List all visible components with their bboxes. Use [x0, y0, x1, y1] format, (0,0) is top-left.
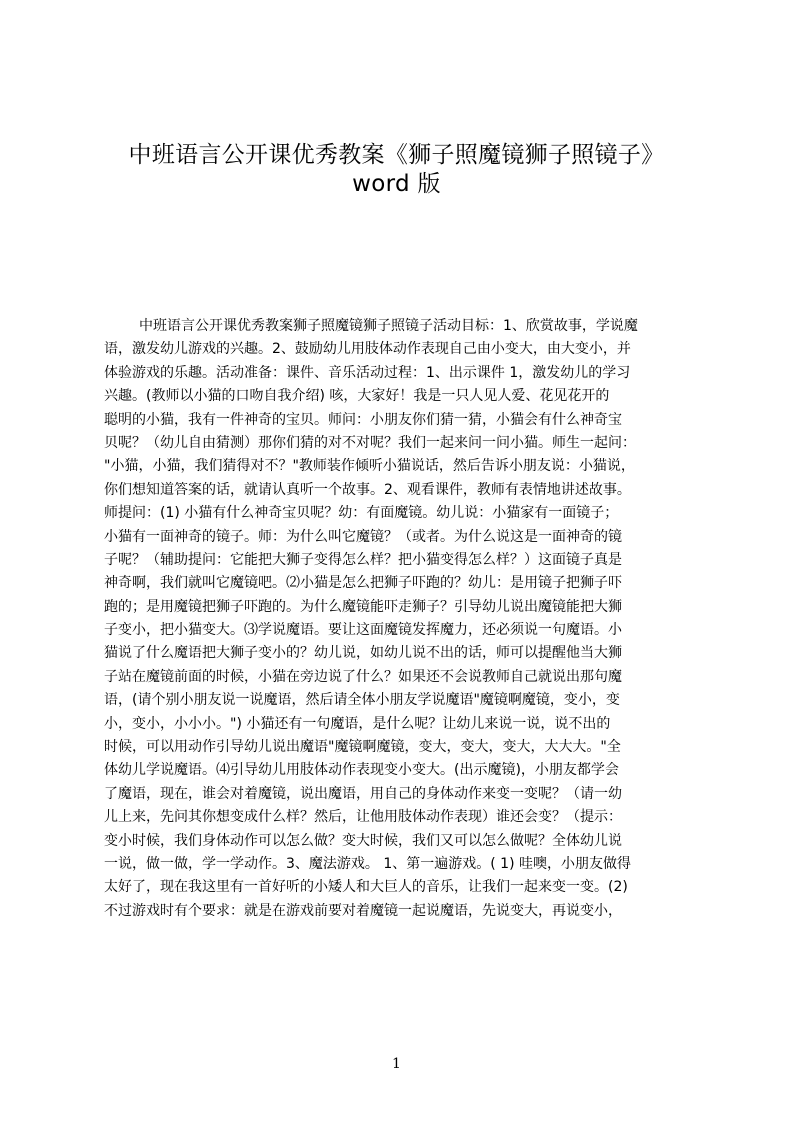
body-line: 中班语言公开课优秀教案狮子照魔镜狮子照镜子活动目标：1、欣赏故事，学说魔: [139, 318, 638, 334]
body-line: 了魔语，现在，谁会对着魔镜，说出魔语，用自己的身体动作来变一变呢？（请一幼: [104, 785, 622, 802]
body-line: 跑的；是用魔镜把狮子吓跑的。为什么魔镜能吓走狮子？引导幼儿说出魔镜能把大狮: [104, 598, 622, 615]
body-line: 小，变小，小小小。") 小猫还有一句魔语，是什么呢？让幼儿来说一说，说不出的: [104, 715, 611, 732]
body-paragraph: [104, 315, 698, 1017]
body-line: 子变小，把小猫变大。⑶学说魔语。要让这面魔镜发挥魔力，还必须说一句魔语。小: [104, 622, 622, 639]
page-number: 1: [392, 1056, 401, 1072]
title-line-1: 中班语言公开课优秀教案《狮子照魔镜狮子照镜子》: [128, 142, 665, 168]
body-line: 兴趣。(教师以小猫的口吻自我介绍) 咳，大家好！我是一只人见人爱、花见花开的: [104, 388, 610, 405]
body-line: 不过游戏时有个要求：就是在游戏前要对着魔镜一起说魔语，先说变大，再说变小，: [104, 902, 622, 919]
body-line: 师提问：(1) 小猫有什么神奇宝贝呢？幼：有面魔镜。幼儿说：小猫家有一面镜子；: [104, 505, 619, 522]
body-line: 太好了，现在我这里有一首好听的小矮人和大巨人的音乐，让我们一起来变一变。(2): [104, 879, 628, 896]
body-line: 聪明的小猫，我有一件神奇的宝贝。师问：小朋友你们猜一猜，小猫会有什么神奇宝: [104, 411, 622, 428]
document-title: [60, 141, 733, 199]
body-line: 时候，可以用动作引导幼儿说出魔语"魔镜啊魔镜，变大，变大，变大，大大大。"全: [104, 739, 621, 756]
body-line: 语，激发幼儿游戏的兴趣。2、鼓励幼儿用肢体动作表现自己由小变大，由大变小，并: [104, 341, 631, 358]
body-line: 一说，做一做，学一学动作。3、魔法游戏。 1、第一遍游戏。( 1) 哇噢，小朋友做得: [104, 855, 631, 872]
body-line: 子站在魔镜前面的时候，小猫在旁边说了什么？如果还不会说教师自己就说出那句魔: [104, 668, 622, 685]
body-line: 猫说了什么魔语把大狮子变小的？幼儿说，如幼儿说不出的话，师可以提醒他当大狮: [104, 645, 622, 662]
body-line: 小猫有一面神奇的镜子。师：为什么叫它魔镜？（或者。为什么说这是一面神奇的镜: [104, 528, 622, 545]
body-line: 语，(请个别小朋友说一说魔语，然后请全体小朋友学说魔语"魔镜啊魔镜，变小，变: [104, 692, 620, 709]
title-line-2: word 版: [352, 171, 441, 197]
body-line: 神奇啊，我们就叫它魔镜吧。⑵小猫是怎么把狮子吓跑的？幼儿：是用镜子把狮子吓: [104, 575, 622, 592]
body-line: 贝呢？（幼儿自由猜测）那你们猜的对不对呢？我们一起来问一问小猫。师生一起问：: [104, 434, 636, 451]
body-line: 子呢？（辅助提问：它能把大狮子变得怎么样？把小猫变得怎么样？）这面镜子真是: [104, 551, 622, 568]
body-line: 体幼儿学说魔语。⑷引导幼儿用肢体动作表现变小变大。(出示魔镜)，小朋友都学会: [104, 762, 619, 779]
body-line: 你们想知道答案的话，就请认真听一个故事。2、观看课件，教师有表情地讲述故事。: [104, 481, 631, 498]
body-line: 体验游戏的乐趣。活动准备：课件、音乐活动过程：1、出示课件 1，激发幼儿的学习: [104, 364, 631, 381]
body-line: 儿上来，先问其你想变成什么样？然后，让他用肢体动作表现）谁还会变？（提示：: [104, 809, 622, 826]
body-line: "小猫，小猫，我们猜得对不？"教师装作倾听小猫说话，然后告诉小朋友说：小猫说，: [104, 458, 635, 475]
body-line: 变小时候，我们身体动作可以怎么做？变大时候，我们又可以怎么做呢？全体幼儿说: [104, 832, 622, 849]
